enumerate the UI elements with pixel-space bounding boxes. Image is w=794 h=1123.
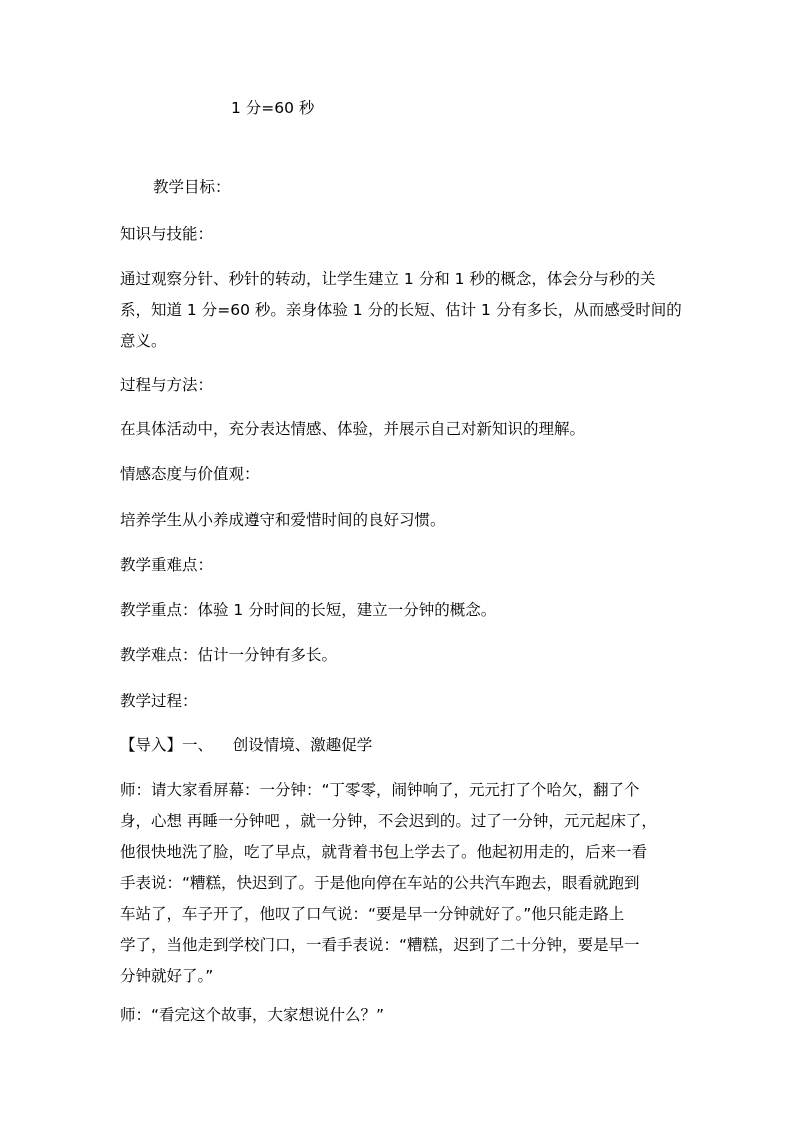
story-line: 分钟就好了。” (120, 967, 214, 985)
intro-section-heading: 【导入】一、 创设情境、激趣促学 (120, 736, 373, 754)
teaching-process-heading: 教学过程： (120, 692, 198, 710)
emotion-values-heading: 情感态度与价值观： (120, 465, 260, 483)
difficult-point-text: 教学难点：估计一分钟有多长。 (120, 646, 338, 664)
knowledge-text-line: 通过观察分针、秒针的转动，让学生建立 1 分和 1 秒的概念，体会分与秒的关 (120, 270, 656, 288)
story-line: 他很快地洗了脸，吃了早点，就背着书包上学去了。他起初用走的，后来一看 (120, 843, 648, 861)
story-line: 手表说：“糟糕，快迟到了。于是他向停在车站的公共汽车跑去，眼看就跑到 (120, 874, 640, 892)
key-point-text: 教学重点：体验 1 分时间的长短，建立一分钟的概念。 (120, 601, 497, 619)
document-title: 1 分=60 秒 (231, 99, 315, 117)
knowledge-skills-text (120, 264, 680, 357)
story-line: 车站了，车子开了，他叹了口气说：“要是早一分钟就好了。”他只能走路上 (120, 905, 625, 923)
knowledge-text-line: 系，知道 1 分=60 秒。亲身体验 1 分的长短、估计 1 分有多长，从而感受时间的 (120, 301, 682, 319)
story-paragraph (120, 775, 680, 992)
teacher-question-text: 师：“看完这个故事，大家想说什么？” (120, 1006, 385, 1024)
process-methods-heading: 过程与方法： (120, 376, 214, 394)
knowledge-text-line: 意义。 (120, 332, 167, 350)
story-line: 师：请大家看屏幕：一分钟：“丁零零，闹钟响了，元元打了个哈欠，翻了个 (120, 781, 640, 799)
knowledge-skills-heading: 知识与技能： (120, 225, 214, 243)
emotion-values-text: 培养学生从小养成遵守和爱惜时间的良好习惯。 (120, 511, 446, 529)
objectives-heading: 教学目标： (153, 178, 231, 196)
process-methods-text: 在具体活动中，充分表达情感、体验，并展示自己对新知识的理解。 (120, 420, 586, 438)
story-line: 学了，当他走到学校门口，一看手表说：“糟糕，迟到了二十分钟，要是早一 (120, 936, 640, 954)
story-line: 身，心想 再睡一分钟吧 ，就一分钟，不会迟到的。过了一分钟，元元起床了， (120, 812, 657, 830)
key-difficult-points-heading: 教学重难点： (120, 556, 214, 574)
